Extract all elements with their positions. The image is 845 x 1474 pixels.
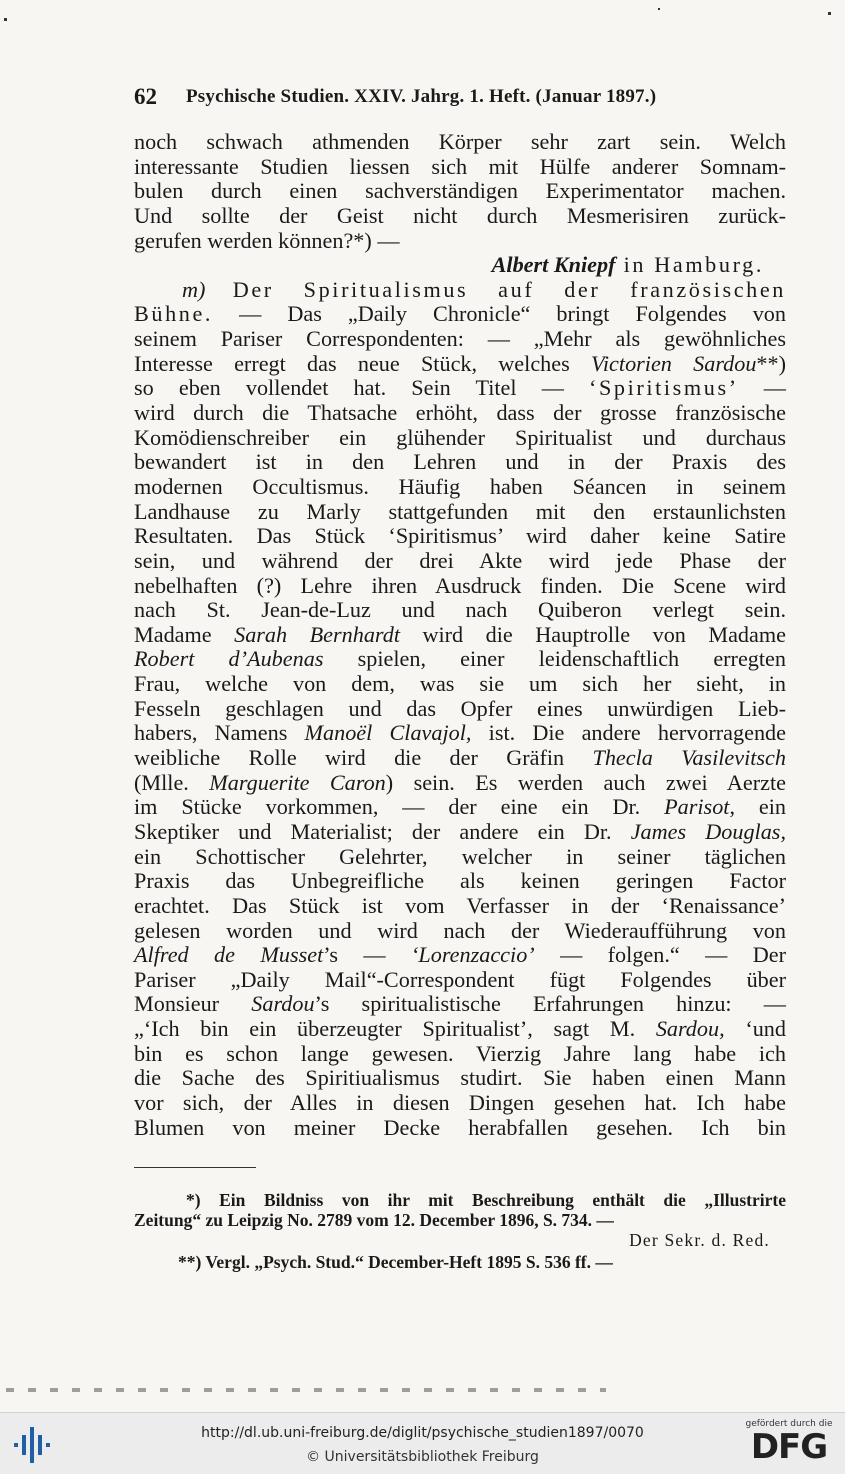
- text-span: so eben vollendet hat. Sein Titel —: [134, 375, 589, 401]
- text-line: [134, 771, 786, 796]
- text-span: (Mlle.: [134, 769, 210, 795]
- footnote-2: **) Vergl. „Psych. Stud.“ December-Heft 1895 S. 536 ff. —: [178, 1252, 613, 1272]
- text-span: ) sein. Es werden auch zwei Aerzte: [385, 769, 787, 795]
- text-line: [134, 721, 786, 746]
- dfg-caption: gefördert durch die: [745, 1419, 833, 1429]
- permalink-url[interactable]: http://dl.ub.uni-freiburg.de/diglit/psychische_studien1897/0070: [201, 1425, 644, 1441]
- text-line: [134, 623, 786, 648]
- section-marker: m): [182, 276, 233, 302]
- text-span: spielen, einer leidenschaftlich erregten: [323, 646, 786, 672]
- author-place: in Hamburg.: [615, 252, 764, 278]
- text-line: ein Schottischer Gelehrter, welcher in seiner täglichen: [134, 843, 786, 869]
- text-line: vor sich, der Alles in diesen Dingen gesehen hat. Ich habe: [134, 1089, 786, 1115]
- text-line: bulen durch einen sachverständigen Experimentator machen.: [134, 178, 786, 204]
- text-line: wird durch die Thatsache erhöht, dass der grosse französische: [134, 400, 786, 426]
- text-span: , ein: [729, 794, 787, 820]
- scan-speck: [4, 18, 7, 21]
- scan-artifact: [6, 1388, 606, 1392]
- text-span: weibliche Rolle wird die der Gräfin: [134, 745, 593, 771]
- editor-signature: Der Sekr. d. Red.: [629, 1230, 770, 1250]
- text-line: Fesseln geschlagen und das Opfer eines unwürdigen Lieb-: [134, 695, 786, 721]
- viewer-footer: [0, 1412, 845, 1474]
- text-line: Pariser „Daily Mail“-Correspondent fügt Folgendes über: [134, 966, 786, 992]
- person-name: Manoël Clavajol,: [304, 720, 472, 746]
- text-line: [134, 302, 786, 327]
- dfg-logo: [743, 1419, 835, 1465]
- dfg-logo-text: DFG: [750, 1427, 828, 1467]
- person-name: James Douglas,: [630, 818, 786, 844]
- section-heading-line: [134, 278, 786, 303]
- text-span: ’s spiritualistische Erfahrungen hinzu: —: [314, 991, 786, 1017]
- play-title: ‘Lorenzaccio’: [411, 942, 535, 968]
- copyright-notice: © Universitätsbibliothek Freiburg: [306, 1449, 539, 1465]
- text-line: Frau, welche von dem, was sie um sich her sieht, in: [134, 671, 786, 697]
- text-span: im Stücke vorkommen, — der eine ein Dr.: [134, 794, 665, 820]
- person-name: Robert d’Aubenas: [134, 646, 324, 672]
- text-span: Madame: [134, 621, 235, 647]
- text-line: [134, 820, 786, 845]
- footnote-line: *) Ein Bildniss von ihr mit Beschreibung enthält die „Illustrirte: [186, 1190, 786, 1210]
- text-span: „‘Ich bin ein überzeugter Spiritualist’, sagt M.: [134, 1016, 656, 1042]
- text-line: [134, 992, 786, 1017]
- text-line: Praxis das Unbegreifliche als keinen geringen Factor: [134, 868, 786, 894]
- text-line: interessante Studien liessen sich mit Hülfe anderer Somnam-: [134, 153, 786, 179]
- text-line: Landhause zu Marly stattgefunden mit den erstaunlichsten: [134, 498, 786, 524]
- text-line: sein, und während der drei Akte wird jede Phase der: [134, 547, 786, 573]
- section-title: Der Spiritualismus auf der französischen: [232, 276, 786, 302]
- author-signature: [134, 253, 786, 278]
- text-line: nebelhaften (?) Lehre ihren Ausdruck finden. Die Scene wird: [134, 572, 786, 598]
- person-name: Victorien Sardou: [590, 350, 757, 376]
- text-line: [134, 795, 786, 820]
- text-span: Skeptiker und Materialist; der andere ein Dr.: [134, 818, 631, 844]
- text-span: wird die Hauptrolle von Madame: [400, 621, 786, 647]
- text-span: habers, Namens: [134, 720, 305, 746]
- text-line: Blumen von meiner Decke herabfallen gesehen. Ich bin: [134, 1114, 786, 1140]
- text-line: [134, 352, 786, 377]
- person-name: Marguerite Caron: [209, 769, 386, 795]
- text-span: — folgen.“ — Der: [534, 942, 786, 968]
- text-line: die Sache des Spiritiualismus studirt. Sie haben einen Mann: [134, 1065, 786, 1091]
- person-name: Parisot: [664, 794, 730, 820]
- text-span: ’s —: [323, 942, 412, 968]
- person-name: Thecla Vasilevitsch: [592, 745, 786, 771]
- text-span: Interesse erregt das neue Stück, welches: [134, 350, 591, 376]
- footnote-1: [134, 1190, 786, 1250]
- text-line: erachtet. Das Stück ist vom Verfasser in der ‘Renaissance’: [134, 892, 786, 918]
- text-line: [134, 647, 786, 672]
- running-title: Psychische Studien. XXIV. Jahrg. 1. Heft. (Januar 1897.): [186, 86, 657, 107]
- person-name: Alfred de Musset: [134, 942, 324, 968]
- scan-speck: [658, 8, 660, 10]
- footnote-ref: **): [756, 350, 786, 376]
- text-span: ‘und: [724, 1016, 786, 1042]
- text-line: bin es schon lange gewesen. Vierzig Jahre lang habe ich: [134, 1040, 786, 1066]
- text-line: [134, 1017, 786, 1042]
- text-line: Und sollte der Geist nicht durch Mesmerisiren zurück-: [134, 202, 786, 228]
- text-line: Resultaten. Das Stück ‘Spiritismus’ wird daher keine Satire: [134, 523, 786, 549]
- text-span: —: [738, 375, 786, 401]
- person-name: Sardou: [251, 991, 315, 1017]
- text-line: gerufen werden können?*) —: [134, 227, 400, 253]
- play-title: ‘Spiritismus’: [589, 375, 739, 401]
- footnote-line: Zeitung“ zu Leipzig No. 2789 vom 12. December 1896, S. 734. —: [134, 1210, 614, 1230]
- section-title-end: Bühne.: [134, 301, 214, 327]
- text-line: [134, 943, 786, 968]
- person-name: Sarah Bernhardt: [234, 621, 400, 647]
- text-line: modernen Occultismus. Häufig haben Séancen in seinem: [134, 473, 786, 499]
- text-line: noch schwach athmenden Körper sehr zart sein. Welch: [134, 129, 786, 154]
- text-span: — Das „Daily Chronicle“ bringt Folgendes von: [213, 301, 786, 327]
- main-text: [134, 130, 786, 1140]
- person-name: Sardou,: [655, 1016, 725, 1042]
- text-line: [134, 376, 786, 401]
- page-number: 62: [134, 84, 157, 109]
- text-line: bewandert ist in den Lehren und in der Praxis des: [134, 449, 786, 475]
- text-span: ist. Die andere hervorragende: [471, 720, 786, 746]
- text-line: [134, 746, 786, 771]
- text-line: gelesen worden und wird nach der Wiederaufführung von: [134, 917, 786, 943]
- text-line: nach St. Jean-de-Luz und nach Quiberon verlegt sein.: [134, 597, 786, 623]
- text-line: Komödienschreiber ein glühender Spiritualist und durchaus: [134, 424, 786, 450]
- text-line: seinem Pariser Correspondenten: — „Mehr als gewöhnliches: [134, 326, 786, 352]
- text-span: Monsieur: [134, 991, 252, 1017]
- author-name: Albert Kniepf: [491, 252, 616, 278]
- scan-speck: [828, 12, 831, 15]
- footnote-divider: [134, 1167, 256, 1168]
